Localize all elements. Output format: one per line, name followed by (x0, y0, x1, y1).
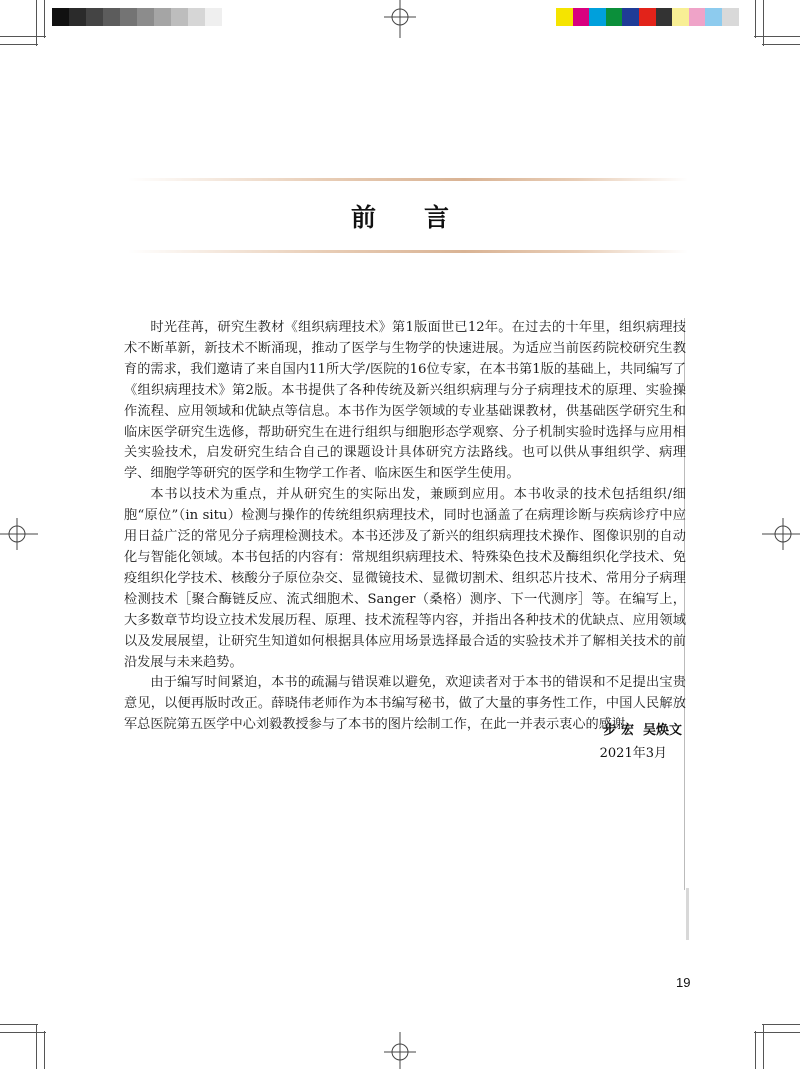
preface-paragraph: 由于编写时间紧迫，本书的疏漏与错误难以避免，欢迎读者对于本书的错误和不足提出宝贵意见，以便再版时改正。薛晓伟老师作为本书编写秘书，做了大量的事务性工作，中国人民解放军总医院第五医学中心刘毅教授参与了本书的图片绘制工作，在此一并表示衷心的感谢。 (124, 675, 686, 733)
color-swatch (606, 8, 623, 26)
crop-mark (754, 1032, 800, 1033)
signature-date: 2021年3月 (599, 746, 667, 761)
crop-mark (0, 36, 46, 37)
crop-mark (0, 1024, 38, 1025)
color-swatch (589, 8, 606, 26)
page-number: 19 (676, 975, 691, 990)
page-title: 前言 (350, 203, 497, 232)
color-swatch (573, 8, 590, 26)
color-swatch (672, 8, 689, 26)
gray-swatch (171, 8, 188, 26)
gray-swatch (69, 8, 86, 26)
registration-mark-left (0, 514, 40, 554)
title-rule-top (128, 178, 688, 181)
color-swatch (705, 8, 722, 26)
gray-swatch (86, 8, 103, 26)
crop-mark (36, 0, 37, 46)
crop-mark (762, 44, 800, 45)
gray-swatch (137, 8, 154, 26)
gray-swatch (120, 8, 137, 26)
crop-mark (763, 1024, 764, 1069)
preface-paragraph: 本书以技术为重点，并从研究生的实际出发，兼顾到应用。本书收录的技术包括组织/细胞“原位”（in situ）检测与操作的传统组织病理技术，同时也涵盖了在病理诊断与疾病诊疗中应用日益广泛的常见分子病理检测技术。本书还涉及了新兴的组织病理技术操作、图像识别的自动化与智能化领域。本书包括的内容有：常规组织病理技术、特殊染色技术及酶组织化学技术、免疫组织化学技术、核酸分子原位杂交、显微镜技术、显微切割术、组织芯片技术、常用分子病理检测技术［聚合酶链反应、流式细胞术、Sanger（桑格）测序、下一代测序］等。在编写上，大多数章节均设立技术发展历程、原理、技术流程等内容，并指出各种技术的优缺点、应用领域以及发展展望，让研究生知道如何根据具体应用场景选择最合适的实验技术并了解相关技术的前沿发展与未来趋势。 (124, 487, 686, 670)
crop-mark (755, 1031, 756, 1069)
gray-swatch (52, 8, 69, 26)
crop-mark (0, 44, 38, 45)
gray-swatch (188, 8, 205, 26)
title-rule-bottom (128, 250, 688, 253)
crop-mark (762, 1024, 800, 1025)
color-swatch (639, 8, 656, 26)
gray-swatch (154, 8, 171, 26)
crop-mark (763, 0, 764, 46)
crop-mark (755, 0, 756, 38)
preface-body (124, 318, 686, 736)
color-swatch (656, 8, 673, 26)
gray-swatch (103, 8, 120, 26)
crop-mark (754, 36, 800, 37)
gray-swatch (205, 8, 222, 26)
color-swatch (622, 8, 639, 26)
author-signature: 步 宏 吴焕文 (603, 723, 682, 738)
registration-mark-top (380, 0, 420, 40)
registration-mark-right (760, 514, 800, 554)
color-swatch (556, 8, 573, 26)
crop-mark (44, 0, 45, 38)
preface-paragraph: 时光荏苒，研究生教材《组织病理技术》第1版面世已12年。在过去的十年里，组织病理技术不断革新，新技术不断涌现，推动了医学与生物学的快速进展。为适应当前医药院校研究生教育的需求，我们邀请了来自国内11所大学/医院的16位专家，在本书第1版的基础上，共同编写了《组织病理技术》第2版。本书提供了各种传统及新兴组织病理与分子病理技术的原理、实验操作流程、应用领域和优缺点等信息。本书作为医学领域的专业基础课教材，供基础医学研究生和临床医学研究生选修，帮助研究生在进行组织与细胞形态学观察、分子机制实验时选择与应用相关实验技术，启发研究生结合自己的课题设计具体研究方法路线。也可以供从事组织学、病理学、细胞学等研究的医学和生物学工作者、临床医生和医学生使用。 (124, 320, 686, 482)
color-swatch (722, 8, 739, 26)
content-frame-shadow (686, 888, 689, 940)
crop-mark (0, 1032, 46, 1033)
registration-mark-bottom (380, 1032, 420, 1069)
color-control-bar (556, 8, 739, 26)
color-swatch (689, 8, 706, 26)
crop-mark (36, 1024, 37, 1069)
crop-mark (44, 1031, 45, 1069)
gray-scale-bar (52, 8, 222, 26)
